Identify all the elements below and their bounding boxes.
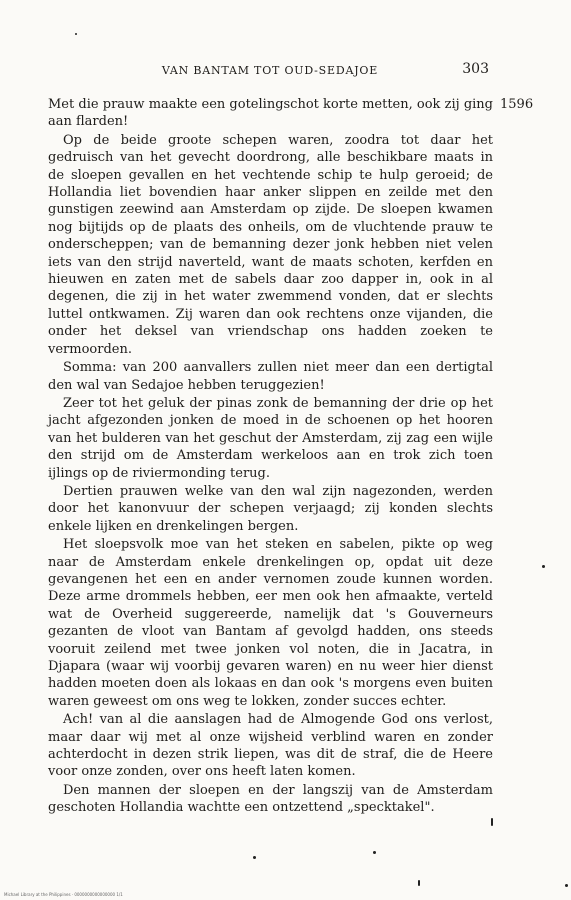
paragraph: Op de beide groote schepen waren, zoodra tot daar het gedruisch van het gevecht doordrong, alle beschikbare maats in de sloepen gevallen en het vechtende schip te hulp geroeid; de Hollandia liet bovendien haar anker slippen en zeilde met den gunstigen zeewind aan Amsterdam op zijde. De sloepen kwamen nog bijtijds op de plaats des onheils, om de vluchtende prauw te onderscheppen; van de bemanning dezer jonk hebben niet velen iets van den strijd naverteld, want de maats schoten, kerfden en hieuwen en zaten met de sabels daar zoo dapper in, ook in al degenen, die zij in het water zwemmend vonden, dat er slechts luttel ontkwamen. Zij waren dan ook rechtens onze vijanden, die onder het deksel van vriendschap ons hadden zoeken te vermoorden. <box>48 132 493 357</box>
ink-speck <box>253 856 256 859</box>
paragraph: Zeer tot het geluk der pinas zonk de bemanning der drie op het jacht afgezonden jonken de moed in de schoenen op het hooren van het bulderen van het geschut der Amsterdam, zij zag een wijle den strijd om de Amsterdam werkeloos aan en trok zich toen ijlings op de riviermonding terug. <box>48 395 493 481</box>
paragraph: Met die prauw maakte een gotelingschot korte metten, ook zij ging aan flarden! <box>48 97 493 130</box>
ink-speck <box>565 884 568 887</box>
paragraph: Het sloepsvolk moe van het steken en sabelen, pikte op weg naar de Amsterdam enkele drenkelingen op, opdat uit deze gevangenen het een en ander vernomen zoude kunnen worden. Deze arme drommels hebben, eer men ook hen afmaakte, verteld wat de Overheid suggereerde, namelijk dat 's Gouverneurs gezanten de vloot van Bantam af gevolgd hadden, ons steeds vooruit zeilend met twee jonken vol noten, die in Jacatra, in Djapara (waar wij voorbij gevaren waren) en nu weer hier dienst hadden moeten doen als lokaas en dan ook 's morgens even buiten waren geweest om ons weg te lokken, zonder succes echter. <box>48 537 493 709</box>
paragraph: Ach! van al die aanslagen had de Almogende God ons verlost, maar daar wij met al onze wijsheid verblind waren en zonder achterdocht in dezen strik liepen, was dit de straf, die de Heere voor onze zonden, over ons heeft laten komen. <box>48 712 493 780</box>
body-text <box>48 96 493 818</box>
margin-year-note: 1596 <box>500 97 534 112</box>
paragraph: Dertien prauwen welke van den wal zijn nagezonden, werden door het kanonvuur der schepen verjaagd; zij konden slechts enkele lijken en drenkelingen bergen. <box>48 483 493 534</box>
running-head: VAN BANTAM TOT OUD-SEDAJOE <box>161 64 379 77</box>
page-number: 303 <box>462 61 489 77</box>
ink-speck <box>542 565 545 568</box>
ink-speck <box>418 880 420 886</box>
ink-speck <box>491 818 493 826</box>
paragraph: Somma: van 200 aanvallers zullen niet meer dan een dertigtal den wal van Sedajoe hebben teruggezien! <box>48 360 493 393</box>
ink-speck <box>75 33 77 35</box>
footer-stamp: Michael Library at the Philippines · 0000000000000000 1/1 <box>4 892 123 897</box>
paragraph: Den mannen der sloepen en der langszij van de Amsterdam geschoten Hollandia wachtte een ontzettend „specktakel". <box>48 782 493 816</box>
ink-speck <box>373 851 376 854</box>
